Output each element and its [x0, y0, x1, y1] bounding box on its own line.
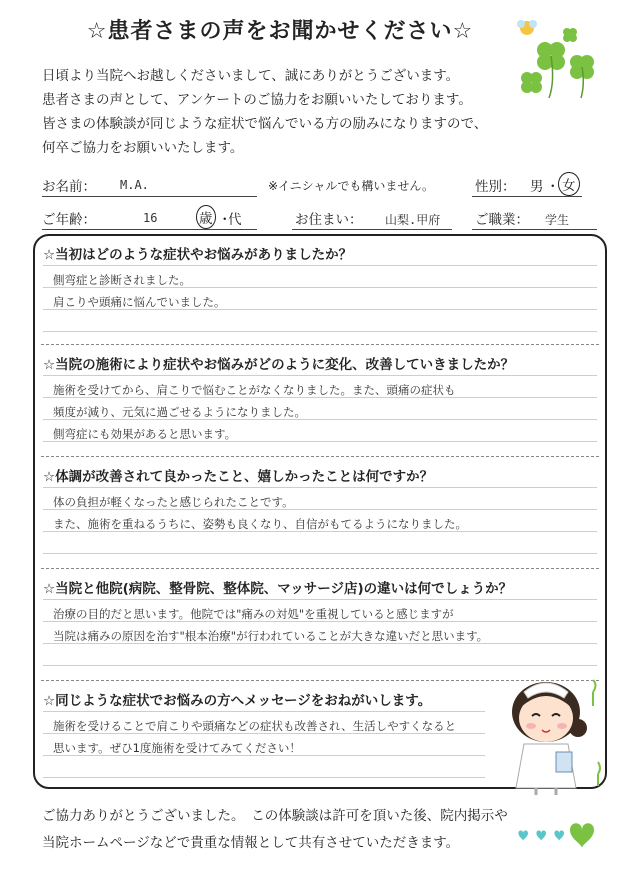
ruled-line [43, 531, 597, 532]
gender-underline [472, 196, 582, 197]
ruled-line [43, 331, 597, 332]
section-answer: また、施術を重ねるうちに、姿勢も良くなり、自信がもてるようになりました。 [53, 517, 467, 531]
name-label: お名前： [42, 179, 96, 195]
intro-line: 日頃より当院へお越しくださいまして、誠にありがとうございます。 [42, 68, 460, 84]
section-answer: 体の負担が軽くなったと感じられたことです。 [53, 495, 294, 509]
ruled-line [43, 309, 597, 310]
ruled-line [43, 419, 597, 420]
section-answer: 側弯症にも効果があると思います。 [53, 427, 237, 441]
clover-decoration [505, 12, 625, 102]
section-answer: 思います。ぜひ1度施術を受けてみてください！ [53, 741, 301, 755]
intro-text [42, 64, 522, 160]
name-value: M.A. [120, 178, 149, 192]
intro-line: 患者さまの声として、アンケートのご協力をお願いいたしております。 [42, 92, 472, 108]
ruled-line [43, 487, 597, 488]
ruled-line [43, 643, 597, 644]
section-answer: 治療の目的だと思います。他院では"痛みの対処"を重視していると感じますが [53, 607, 454, 621]
ruled-line [43, 287, 597, 288]
ruled-line [43, 733, 485, 734]
nurse-illustration [498, 670, 608, 795]
age-unit-circled: 歳 [196, 205, 216, 229]
section-question: ☆同じような症状でお悩みの方へメッセージをおねがいします。 [43, 693, 432, 709]
section-question: ☆当初はどのような症状やお悩みがありましたか？ [43, 247, 353, 263]
section-divider [41, 456, 599, 457]
page-title: ☆患者さまの声をお聞かせください☆ [86, 19, 474, 44]
gender-female-circled: 女 [558, 172, 580, 196]
age-underline [42, 229, 257, 230]
section-question: ☆体調が改善されて良かったこと、嬉しかったことは何ですか？ [43, 469, 434, 485]
ruled-line [43, 777, 485, 778]
footer-line: ご協力ありがとうございました。 この体験談は許可を頂いた後、院内掲示や [42, 808, 508, 824]
gender-male: 男 [530, 179, 544, 195]
hearts-decoration [510, 820, 610, 850]
ruled-line [43, 665, 597, 666]
name-underline [42, 196, 257, 197]
section-answer: 当院は痛みの原因を治す"根本治療"が行われていることが大きな違いだと思います。 [53, 629, 489, 643]
age-label: ご年齢： [42, 212, 96, 228]
age-separator: ・ [218, 212, 232, 228]
gender-separator: ・ [546, 179, 560, 195]
section-answer: 側弯症と診断されました。 [53, 273, 191, 287]
footer-text [42, 803, 508, 857]
section-answer: 頻度が減り、元気に過ごせるようになりました。 [53, 405, 306, 419]
section-answer: 肩こりや頭痛に悩んでいました。 [53, 295, 226, 309]
ruled-line [43, 711, 485, 712]
intro-line: 皆さまの体験談が同じような症状で悩んでいる方の励みになりますので、 [42, 116, 488, 132]
section-question: ☆当院と他院(病院、整骨院、整体院、マッサージ店)の違いは何でしょうか？ [43, 581, 513, 597]
ruled-line [43, 375, 597, 376]
ruled-line [43, 265, 597, 266]
job-underline [472, 229, 597, 230]
ruled-line [43, 509, 597, 510]
footer-line: 当院ホームページなどで貴重な情報として共有させていただきます。 [42, 835, 460, 851]
age-value: 16 [143, 211, 158, 225]
address-value: 山梨.甲府 [385, 213, 441, 227]
intro-line: 何卒ご協力をお願いいたします。 [42, 140, 244, 156]
job-label: ご職業： [475, 212, 529, 228]
section-answer: 施術を受けることで肩こりや頭痛などの症状も改善され、生活しやすくなると [53, 719, 457, 733]
job-value: 学生 [545, 213, 570, 227]
ruled-line [43, 397, 597, 398]
section-divider [41, 568, 599, 569]
ruled-line [43, 599, 597, 600]
gender-label: 性別： [475, 179, 516, 195]
ruled-line [43, 441, 597, 442]
initial-note: ※イニシャルでも構いません。 [268, 179, 435, 193]
age-decade: 代 [228, 212, 242, 228]
section-question: ☆当院の施術により症状やお悩みがどのように変化、改善していきましたか？ [43, 357, 515, 373]
address-label: お住まい： [295, 212, 363, 228]
section-answer: 施術を受けてから、肩こりで悩むことがなくなりました。また、頭痛の症状も [53, 383, 456, 397]
ruled-line [43, 621, 597, 622]
ruled-line [43, 553, 597, 554]
ruled-line [43, 755, 485, 756]
section-divider [41, 344, 599, 345]
address-underline [292, 229, 452, 230]
